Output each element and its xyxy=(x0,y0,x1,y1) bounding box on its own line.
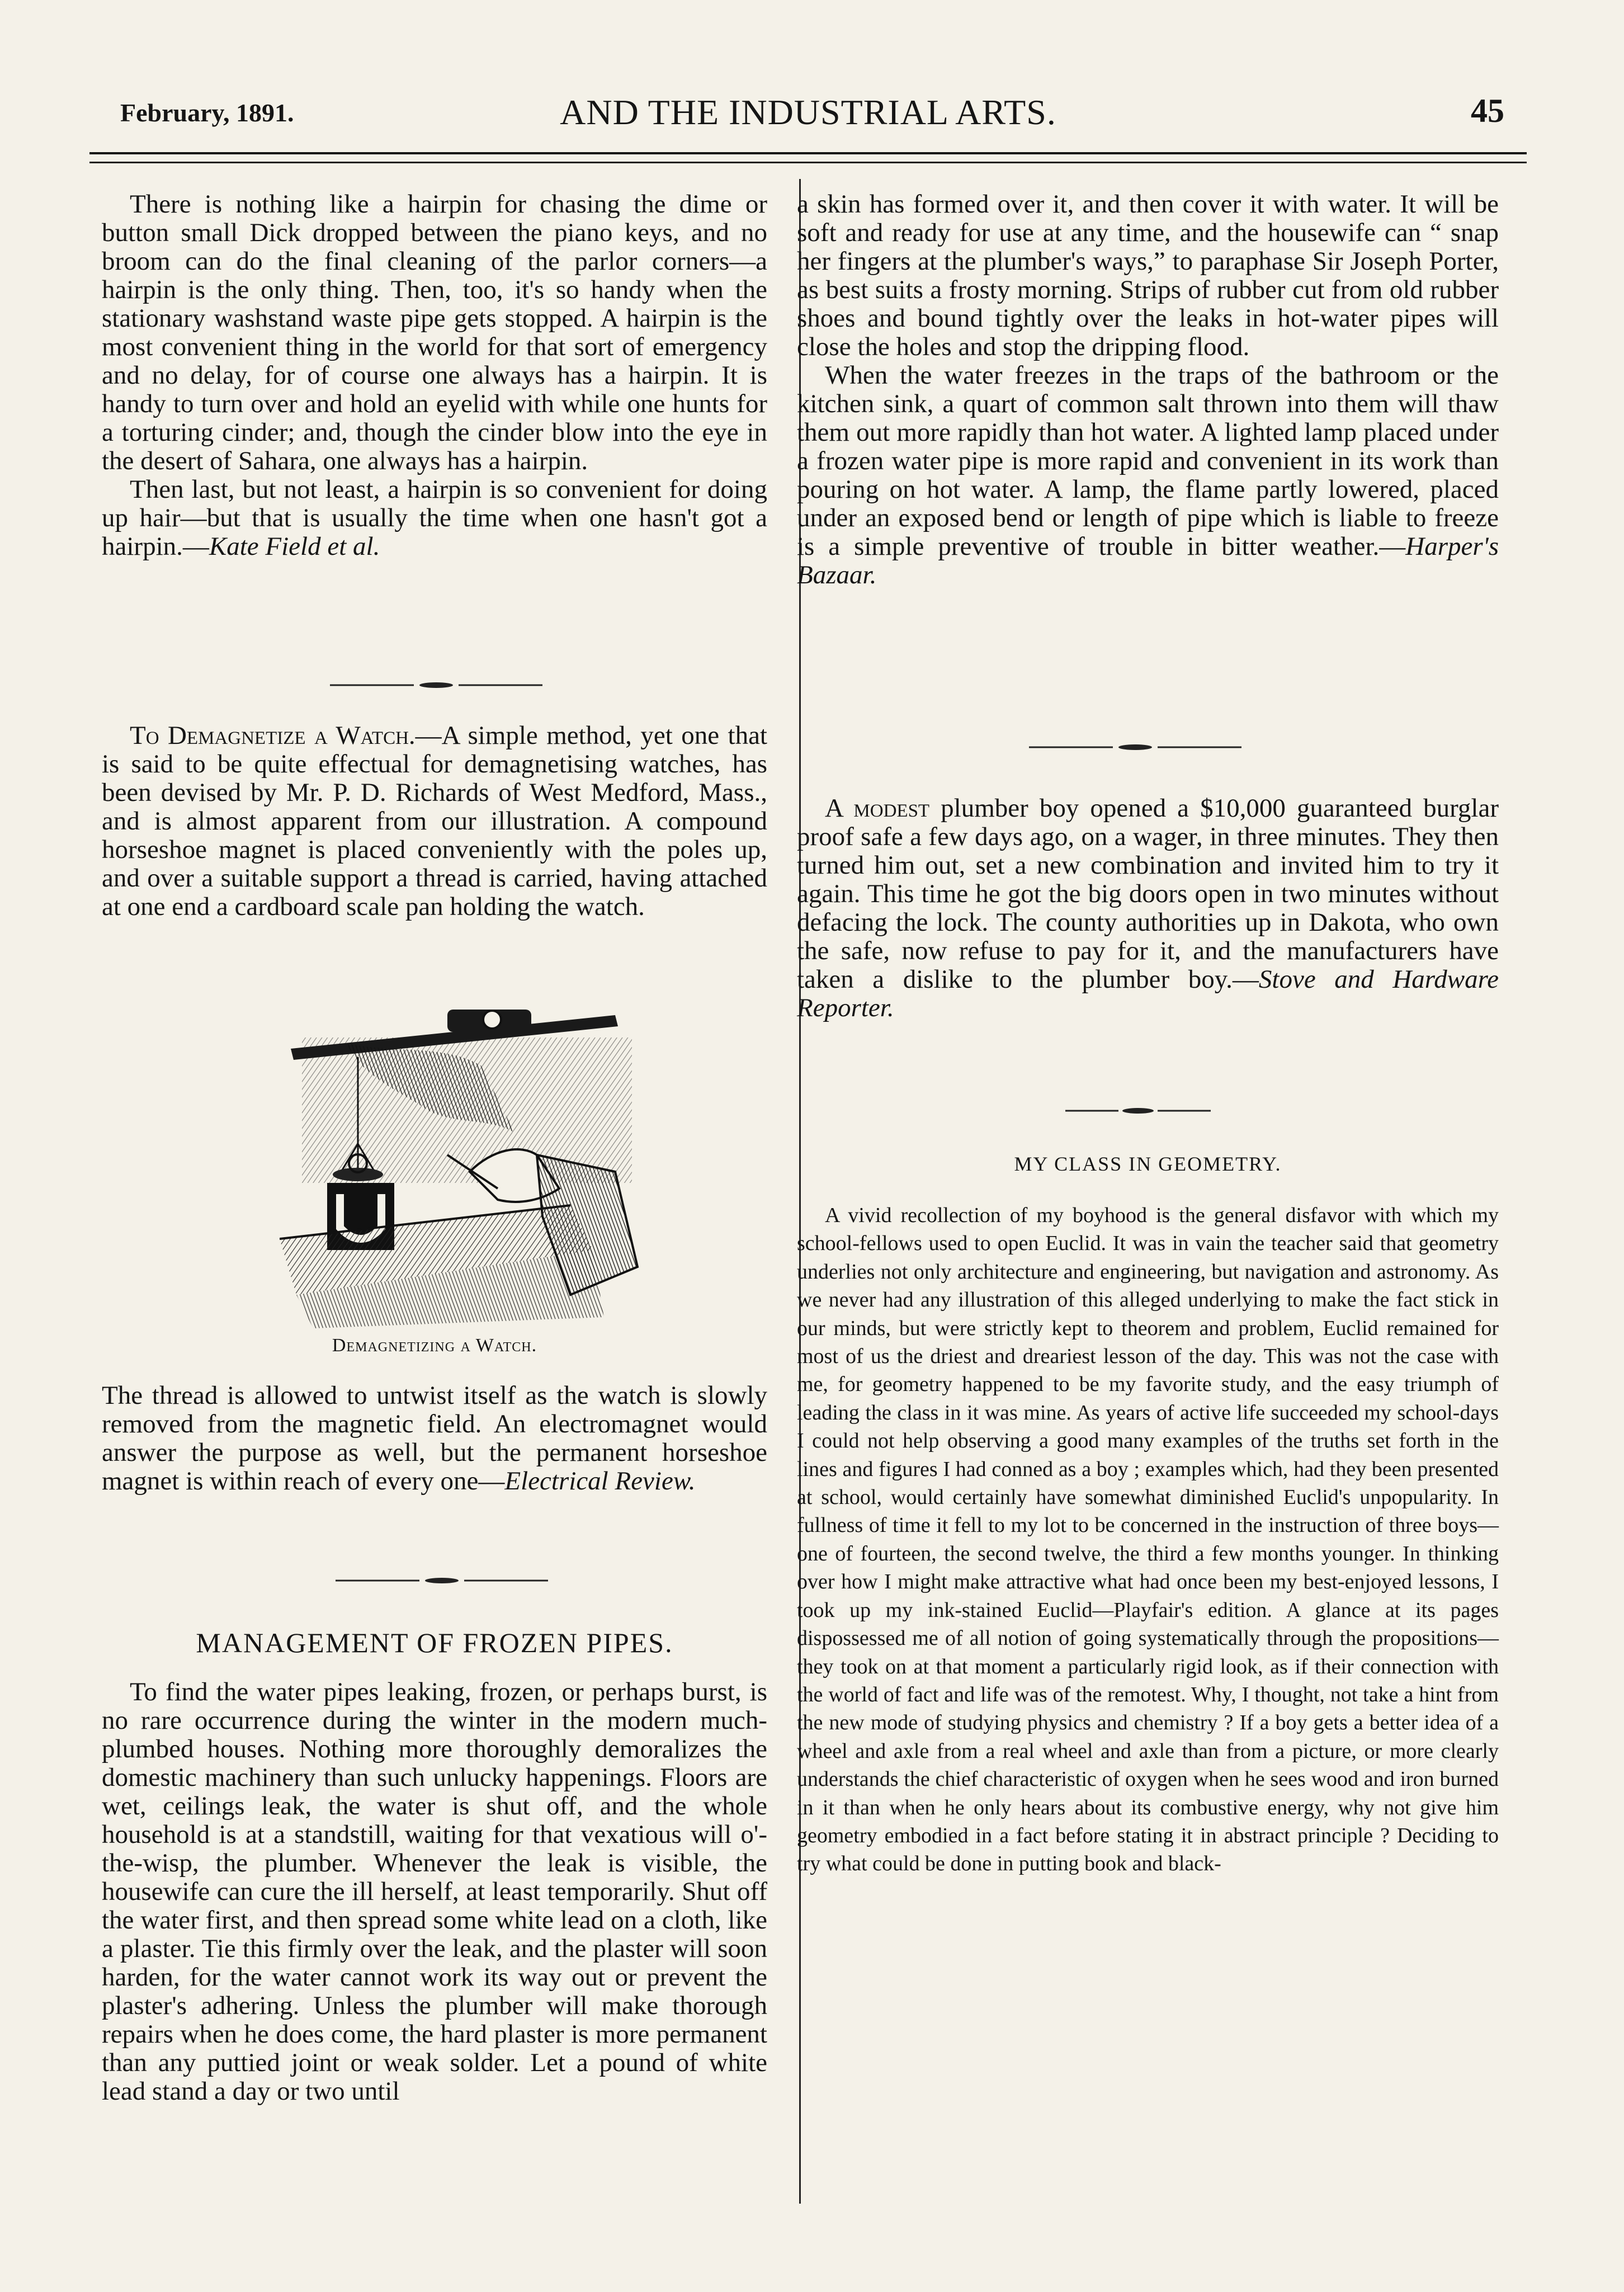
article-hairpin xyxy=(102,190,767,561)
frozen-paragraph-1: To find the water pipes leaking, frozen, or perhaps burst, is no rare occurrence during the winter in the modern much-plumbed houses. Nothing more thoroughly demoralizes the domestic machinery than such unlucky happenings. Floors are wet, ceilings leak, the water is shut off, and the whole household is at a standstill, waiting for that vexatious will o'-the-wisp, the plumber. Whenever the leak is visible, the housewife can cure the ill herself, at least temporarily. Shut off the water first, and then spread some white lead on a cloth, like a plaster. Tie this firmly over the leak, and the plaster will soon harden, for the water cannot work its way out or prevent the plaster's adhering. Unless the plumber will make thorough repairs when he does come, the hard plaster is more permanent than any puttied joint or weak solder. Let a pound of white lead stand a day or two until xyxy=(102,1677,767,2106)
header-rule-thin xyxy=(89,162,1527,163)
frozen-cont-p2-text: When the water freezes in the traps of the bathroom or the kitchen sink, a quart of common salt thrown into them will thaw them out more rapidly than hot water. A lighted lamp placed under a frozen water pipe is more rapid and convenient in its work than pouring on hot water. A lamp, the flame partly lowered, placed under an exposed bend or length of pipe which is liable to freeze is a simple preventive of trouble in bitter weather.— xyxy=(797,361,1499,561)
article-frozen-pipes xyxy=(102,1678,767,2106)
separator-ornament xyxy=(330,682,542,688)
plumber-paragraph-1 xyxy=(797,794,1499,1022)
plumber-lead: A modest xyxy=(825,794,930,823)
frozen-cont-paragraph-1: a skin has formed over it, and then cover it with water. It will be soft and ready for use at any time, and the housewife can “ snap her fingers at the plumber's ways,” to paraphase Sir Joseph Porter, as best suits a frosty morning. Strips of rubber cut from old rubber shoes and bound tightly over the leaks in hot-water pipes will close the holes and stop the dripping flood. xyxy=(797,190,1499,361)
hairpin-attribution: Kate Field et al. xyxy=(209,532,380,561)
demagnetize-paragraph-2 xyxy=(102,1381,767,1496)
frozen-attribution: Harper's Bazaar. xyxy=(797,532,1499,589)
hairpin-paragraph-1: There is nothing like a hairpin for chasing the dime or button small Dick dropped between the piano keys, and no broom can do the final cleaning of the parlor corners—a hairpin is the only thing. Then, too, it's so handy when the stationary washstand waste pipe gets stopped. A hairpin is the most convenient thing in the world for that sort of emergency and no delay, for of course one always has a hairpin. It is handy to turn over and hold an eyelid with while one hunts for a torturing cinder; and, though the cinder blow into the eye in the desert of Sahara, one always has a hairpin. xyxy=(102,190,767,475)
running-title: AND THE INDUSTRIAL ARTS. xyxy=(560,92,1056,132)
separator-ornament-icon xyxy=(330,682,542,688)
article-frozen-pipes-continued xyxy=(797,190,1499,589)
section-heading-geometry: MY CLASS IN GEOMETRY. xyxy=(1014,1153,1282,1175)
demagnetize-illustration xyxy=(280,1004,640,1328)
header-rule-thick xyxy=(89,152,1527,154)
article-geometry xyxy=(797,1201,1499,1878)
watch-magnet-engraving-icon xyxy=(280,1004,640,1328)
article-demagnetize xyxy=(102,721,767,921)
plumber-attribution: Stove and Hardware Reporter. xyxy=(797,965,1499,1022)
article-plumber-boy xyxy=(797,794,1499,1022)
separator-ornament-icon xyxy=(1029,744,1241,751)
demagnetize-p1-text: —A simple method, yet one that is said to be quite effectual for demagnetising watches, has been devised by Mr. P. D. Richards of West Medford, Mass., and is almost apparent from our illustration. A compound horseshoe magnet is placed conveniently with the poles up, and over a suitable support a thread is carried, having attached at one end a cardboard scale pan holding the watch. xyxy=(102,721,767,921)
demagnetize-p2-text: The thread is allowed to untwist itself as the watch is slowly removed from the magnetic field. An electromagnet would answer the purpose as well, but the permanent horseshoe magnet is within reach of every one— xyxy=(102,1381,767,1496)
hairpin-paragraph-2 xyxy=(102,475,767,561)
demagnetize-attribution: Electrical Review. xyxy=(504,1466,696,1496)
article-demagnetize-continued xyxy=(102,1381,767,1496)
issue-date: February, 1891. xyxy=(120,98,294,127)
section-heading-frozen-pipes: MANAGEMENT OF FROZEN PIPES. xyxy=(196,1627,673,1658)
separator-ornament xyxy=(1065,1107,1211,1114)
separator-ornament xyxy=(336,1577,548,1584)
demagnetize-lead: To Demagnetize a Watch. xyxy=(130,721,416,750)
separator-ornament xyxy=(1029,744,1241,751)
page-number: 45 xyxy=(1471,92,1504,129)
demagnetize-paragraph-1 xyxy=(102,721,767,921)
hairpin-p2-text: Then last, but not least, a hairpin is so convenient for doing up hair—but that is usually the time when one hasn't got a hairpin.— xyxy=(102,475,767,561)
frozen-cont-paragraph-2 xyxy=(797,361,1499,589)
page-header xyxy=(101,84,1516,151)
plumber-p1-text: plumber boy opened a $10,000 guaranteed burglar proof safe a few days ago, on a wager, in three minutes. They then turned him out, set a new combination and invited him to try it again. This time he got the big doors open in two minutes without defacing the lock. The county authorities up in Dakota, who own the safe, now refuse to pay for it, and the manufacturers have taken a dislike to the plumber boy.— xyxy=(797,794,1499,994)
geometry-paragraph-1: A vivid recollection of my boyhood is the general disfavor with which my school-fellows used to open Euclid. It was in vain the teacher said that geometry underlies not only architecture and engineering, but navigation and astronomy. As we never had any illustration of this alleged underlying to make the fact stick in our minds, but were strictly kept to theorem and problem, Euclid remained for most of us the driest and dreariest lesson of the day. This was not the case with me, for geometry happened to be my favorite study, and the easy triumph of leading the class in it was mine. As years of active life succeeded my school-days I could not help observing a good many examples of the truths set forth in the lines and figures I had conned as a boy ; examples which, had they been presented at school, would certainly have somewhat diminished Euclid's unpopularity. In fullness of time it fell to my lot to be concerned in the instruction of three boys—one of fourteen, the second twelve, the third a few months younger. In thinking over how I might make attractive what had once been my best-enjoyed lessons, I took up my ink-stained Euclid—Playfair's edition. A glance at its pages dispossessed me of all notion of going systematically through the propositions—they took on at that moment a particularly rigid look, as if their connection with the world of fact and life was of the remotest. Why, I thought, not take a hint from the new mode of studying physics and chemistry ? If a boy gets a better idea of a wheel and axle from a real wheel and axle than from a picture, or more clearly understands the chief characteristic of oxygen when he sees wood and iron burned in it than when he only hears about its combustive energy, why not give him geometry embodied in a fact before stating it in abstract principle ? Deciding to try what could be done in putting book and black- xyxy=(797,1204,1499,1876)
separator-ornament-icon xyxy=(336,1577,548,1584)
illustration-caption: Demagnetizing a Watch. xyxy=(332,1335,537,1356)
separator-ornament-icon xyxy=(1065,1107,1211,1114)
